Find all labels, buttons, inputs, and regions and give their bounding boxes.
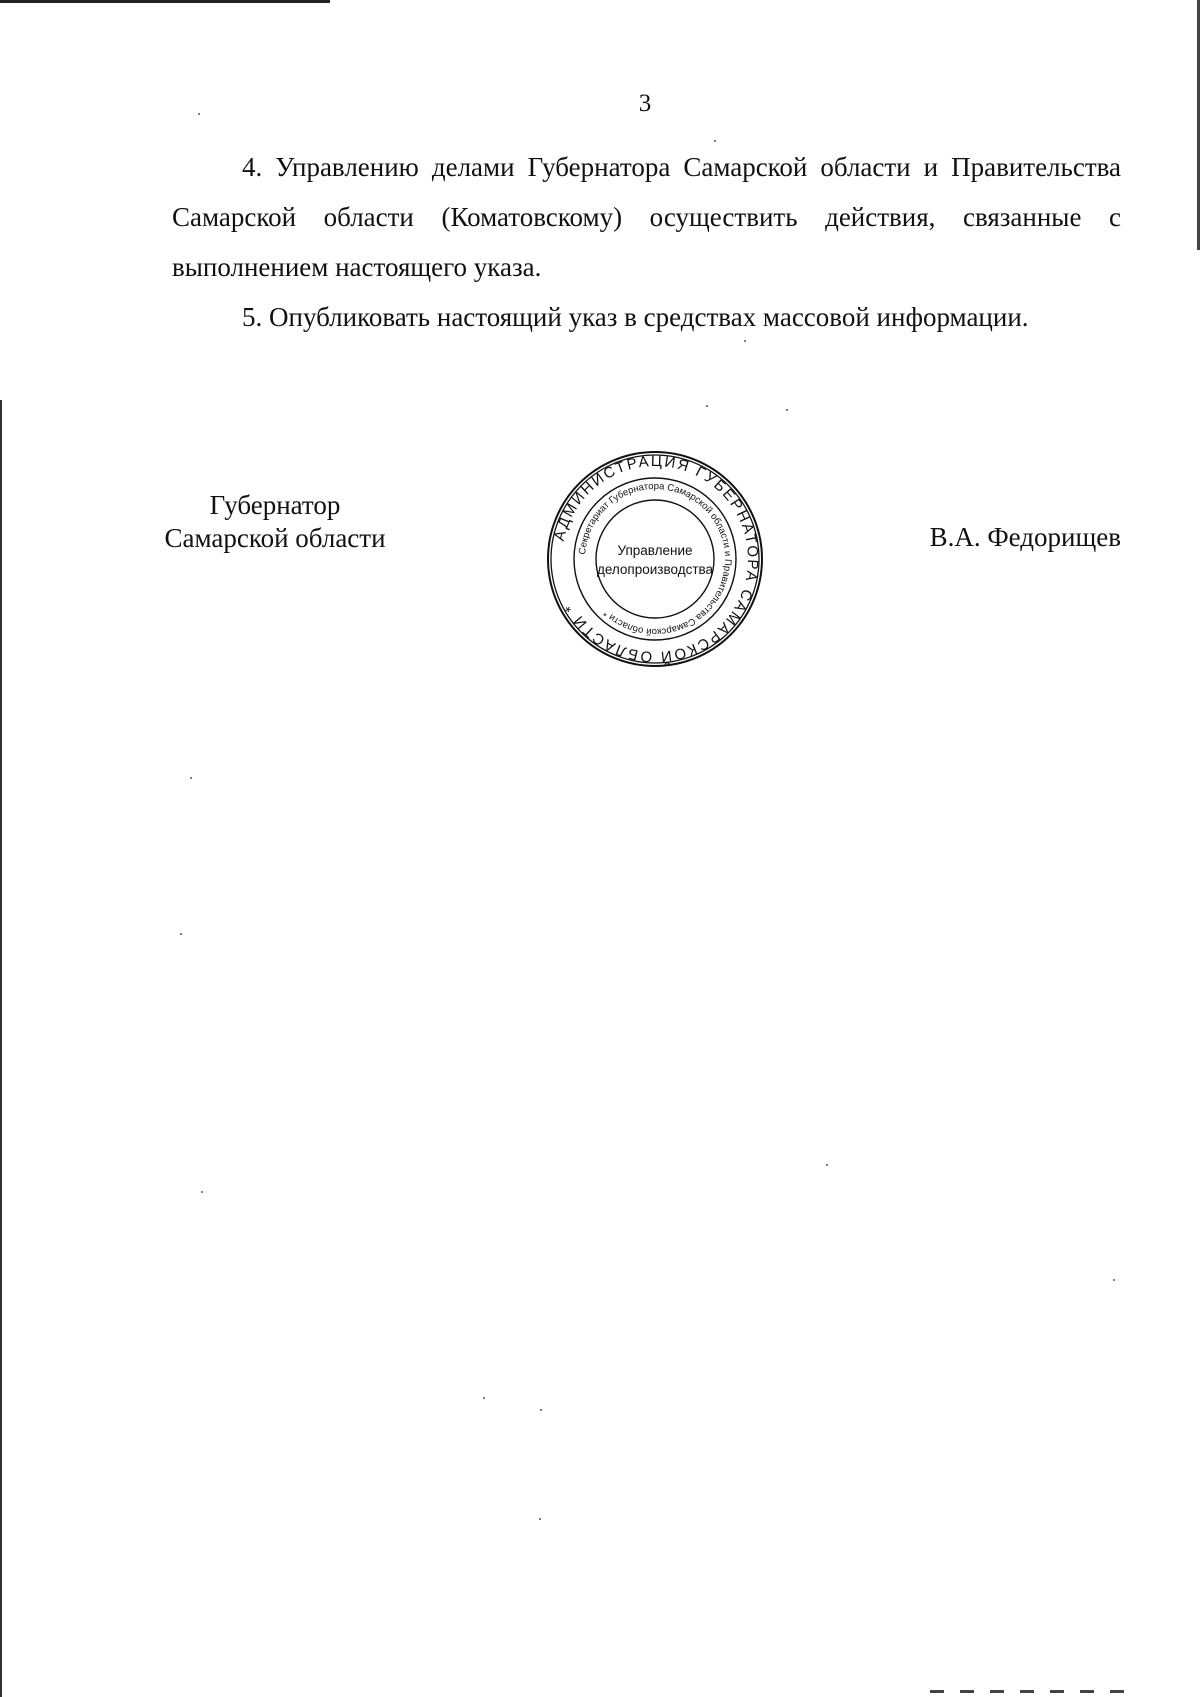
signatory-position-line1: Губернатор: [209, 490, 341, 520]
scan-speck: [190, 777, 192, 779]
scan-edge-top: [0, 0, 330, 3]
scan-speck: [483, 1397, 485, 1399]
scan-edge-left: [0, 400, 2, 1697]
signatory-position: [120, 489, 430, 555]
scan-speck: [744, 340, 746, 342]
scan-speck: [826, 1164, 828, 1166]
scan-speck: [539, 1518, 541, 1520]
stamp-center-line1: Управление: [617, 543, 693, 558]
paragraph-4: 4. Управлению делами Губернатора Самарской области и Правительства Самарской области (Коматовскому) осуществить действия, связанные с выполнением настоящего указа.: [172, 152, 1121, 282]
stamp-inner-ring-text: Секретариат Губернатора Самарской области и Правительства Самарской области *: [577, 480, 734, 638]
official-seal-stamp: [544, 448, 766, 670]
scan-speck: [706, 405, 708, 407]
scan-speck: [180, 933, 182, 935]
page-number: 3: [638, 90, 652, 117]
signatory-position-line2: Самарской области: [164, 523, 386, 553]
paragraph-5: 5. Опубликовать настоящий указ в средствах массовой информации.: [242, 302, 1029, 332]
scan-speck: [714, 140, 716, 142]
document-body: [172, 142, 1121, 342]
signatory-name: В.А. Федорищев: [929, 522, 1121, 552]
scan-speck: [1113, 1279, 1115, 1281]
scan-speck: [786, 409, 788, 411]
scan-speck: [540, 1409, 542, 1411]
stamp-outer-ring-text: АДМИНИСТРАЦИЯ ГУБЕРНАТОРА САМАРСКОЙ ОБЛАСТИ *: [550, 452, 762, 666]
scan-speck: [198, 113, 200, 115]
stamp-center-line2: делопроизводства: [596, 562, 714, 577]
scan-speck: [201, 1191, 203, 1193]
scan-footer-marks: [930, 1690, 1130, 1693]
